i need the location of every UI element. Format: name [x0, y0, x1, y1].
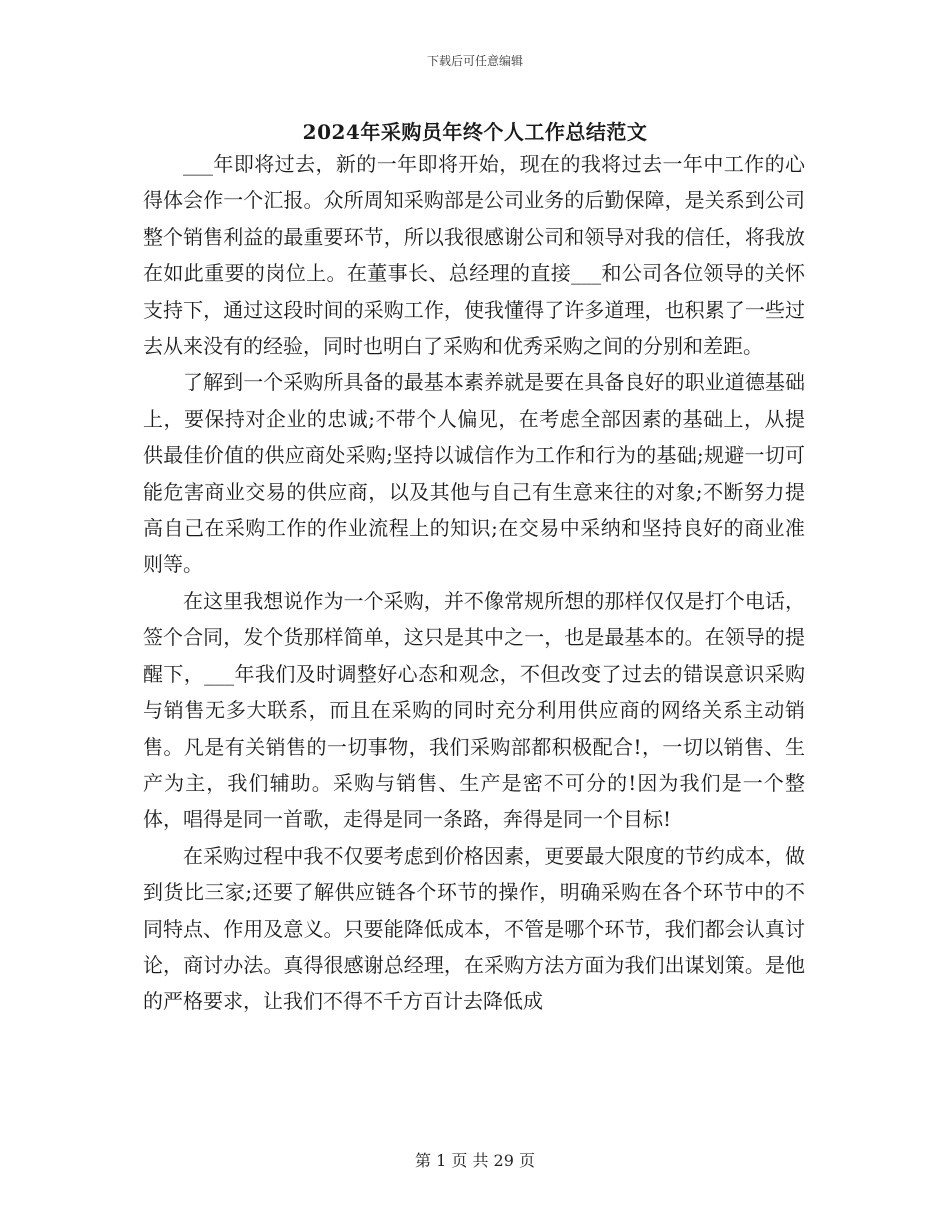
paragraph-4: 在采购过程中我不仅要考虑到价格因素，更要最大限度的节约成本，做到货比三家;还要了解供应链各个环节的操作，明确采购在各个环节中的不同特点、作用及意义。只要能降低成本，不管是哪个环节，我们都会认真讨论，商讨办法。真得很感谢总经理，在采购方法方面为我们出谋划策。是他的严格要求，让我们不得不千方百计去降低成	[143, 843, 805, 1014]
document-body	[143, 146, 805, 1020]
paragraph-2: 了解到一个采购所具备的最基本素养就是要在具备良好的职业道德基础上，要保持对企业的忠诚;不带个人偏见，在考虑全部因素的基础上，从提供最佳价值的供应商处采购;坚持以诚信作为工作和行为的基础;规避一切可能危害商业交易的供应商，以及其他与自己有生意来往的对象;不断努力提高自己在采购工作的作业流程上的知识;在交易中采纳和坚持良好的商业准则等。	[143, 370, 805, 577]
page-number-footer: 第 1 页 共 29 页	[415, 1151, 535, 1170]
paragraph-3: 在这里我想说作为一个采购，并不像常规所想的那样仅仅是打个电话，签个合同，发个货那样简单，这只是其中之一，也是最基本的。在领导的提醒下，___年我们及时调整好心态和观念，不但改变了过去的错误意识采购与销售无多大联系，而且在采购的同时充分利用供应商的网络关系主动销售。凡是有关销售的一切事物，我们采购部都积极配合!，一切以销售、生产为主，我们辅助。采购与销售、生产是密不可分的!因为我们是一个整体，唱得是同一首歌，走得是同一条路，奔得是同一个目标!	[143, 588, 805, 832]
paragraph-1: ___年即将过去，新的一年即将开始，现在的我将过去一年中工作的心得体会作一个汇报。众所周知采购部是公司业务的后勤保障，是关系到公司整个销售利益的最重要环节，所以我很感谢公司和领导对我的信任，将我放在如此重要的岗位上。在董事长、总经理的直接___和公司各位领导的关怀支持下，通过这段时间的采购工作，使我懂得了许多道理，也积累了一些过去从来没有的经验，同时也明白了采购和优秀采购之间的分别和差距。	[143, 152, 805, 359]
document-title: 2024年采购员年终个人工作总结范文	[302, 120, 648, 144]
page-header-note: 下载后可任意编辑	[426, 54, 523, 68]
